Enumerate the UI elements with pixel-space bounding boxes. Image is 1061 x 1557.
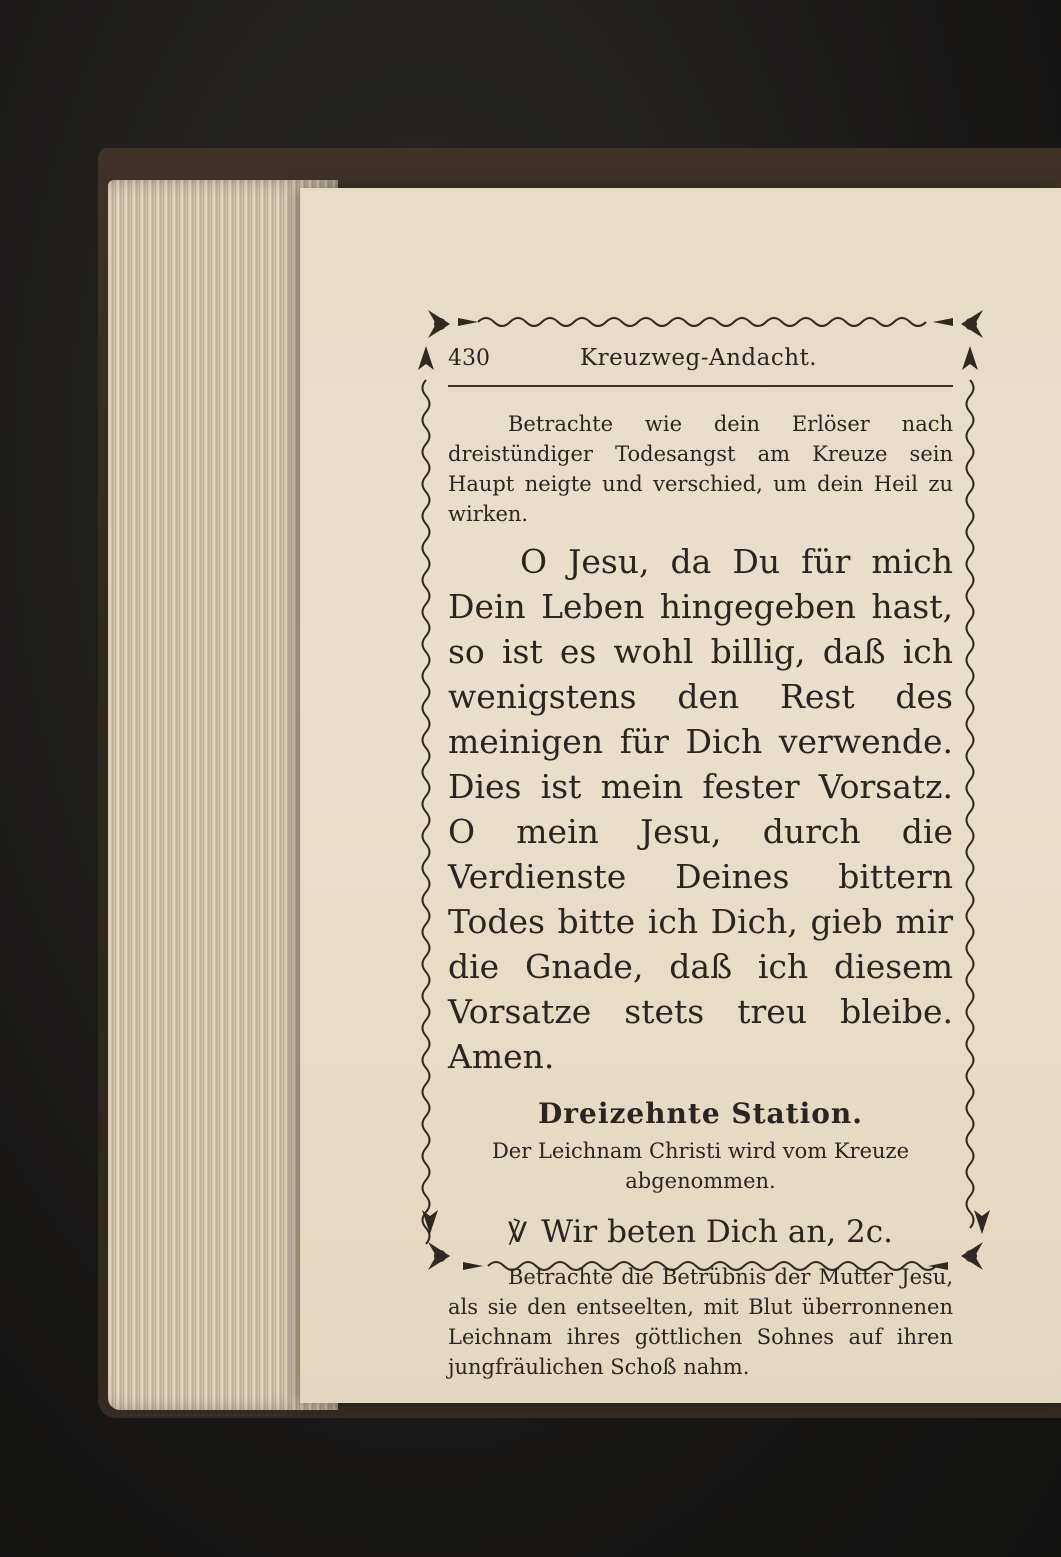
- station-title: Dreizehnte Station.: [537, 1097, 864, 1130]
- versicle-icon: ℣: [508, 1216, 528, 1249]
- prayer-paragraph: O Jesu, da Du für mich Dein Leben hingegeben hast, so ist es wohl billig, daß ich wenigstens den Rest des meinigen für Dich verwende. Dies ist mein fester Vorsatz. O mein Jesu, durch die Verdienste Deines bittern Todes bitte ich Dich, gieb mir die Gnade, daß ich diesem Vorsatze stets treu bleibe. Amen.: [448, 542, 953, 1076]
- page-header: [448, 345, 953, 387]
- versicle-text: Wir beten Dich an, 2c.: [541, 1214, 893, 1250]
- meditation-paragraph-2: Betrachte die Betrübnis der Mutter Jesu, als sie den entseelten, mit Blut überronnenen Leichnam ihres göttlichen Sohnes auf ihren jungfräulichen Schoß nahm.: [448, 1265, 953, 1379]
- page-number: 430: [448, 346, 490, 371]
- versicle-line: [448, 1214, 953, 1250]
- meditation-paragraph-1: Betrachte wie dein Erlöser nach dreistündiger Todesangst am Kreuze sein Haupt neigte und verschied, um dein Heil zu wirken.: [448, 412, 953, 526]
- station-subtitle: Der Leichnam Christi wird vom Kreuze abgenommen.: [491, 1139, 910, 1193]
- running-head: Kreuzweg-Andacht.: [580, 345, 818, 371]
- page-text: [448, 345, 953, 1392]
